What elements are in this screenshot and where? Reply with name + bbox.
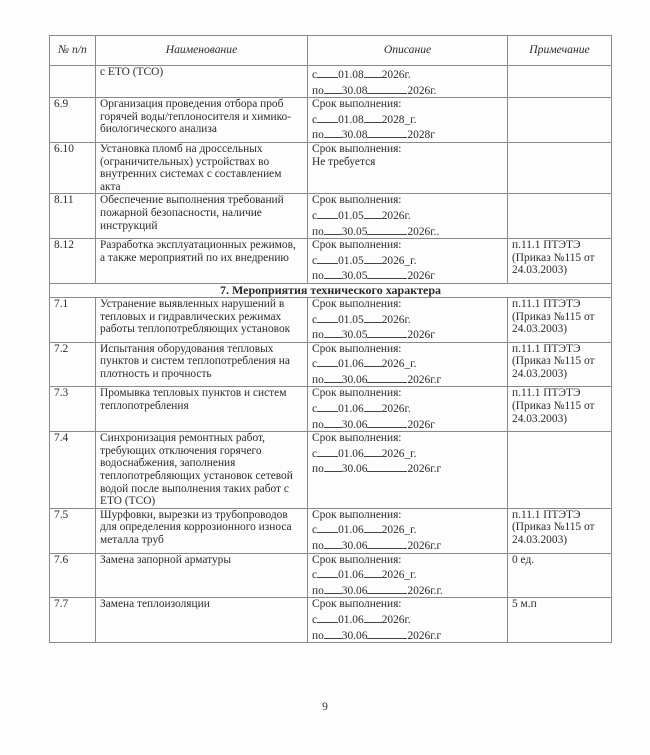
deadline-label: Срок выполнения:	[312, 598, 402, 611]
table-row	[50, 239, 612, 284]
from-year: 2026_г.	[381, 524, 417, 537]
row-description	[308, 598, 508, 643]
row-number: 6.10	[50, 142, 96, 193]
to-prefix: по	[312, 270, 324, 283]
row-note: 5 м.п	[508, 598, 612, 643]
row-name: Синхронизация ремонтных работ, требующих отключения горячего водоснабжения, заполнения теплопотребляющих установок сетевой водой после выполнения таких работ с ЕТО (ТСО)	[96, 432, 308, 509]
blank-line	[367, 126, 407, 138]
from-year: 2026_г.	[381, 447, 417, 460]
deadline-label: Срок выполнения:	[312, 194, 402, 207]
blank-line	[367, 537, 407, 549]
row-description	[308, 142, 508, 193]
blank-line	[317, 207, 338, 219]
row-description	[308, 553, 508, 598]
table-row	[50, 342, 612, 387]
blank-line	[317, 400, 338, 412]
blank-line	[367, 223, 407, 235]
row-description	[308, 387, 508, 432]
to-year: 2026г.г.	[407, 584, 443, 597]
from-date: 01.06	[338, 447, 364, 460]
header-note: Примечание	[508, 36, 612, 66]
from-prefix: с	[312, 403, 318, 416]
row-description	[308, 297, 508, 342]
from-prefix: с	[312, 313, 318, 326]
row-name: Промывка тепловых пунктов и систем теплопотребления	[96, 387, 308, 432]
deadline-to	[312, 82, 503, 98]
to-date: 30.06	[341, 418, 368, 431]
from-year: 2026г.	[381, 403, 411, 416]
row-name: Замена запорной арматуры	[96, 553, 308, 598]
deadline-label: Срок выполнения:	[312, 432, 402, 445]
to-prefix: по	[312, 373, 324, 386]
deadline-from	[312, 521, 503, 537]
blank-line	[367, 371, 407, 383]
row-name: Устранение выявленных нарушений в тепловых и гидравлических режимах работы теплопотребляющих установок	[96, 297, 308, 342]
measures-table	[49, 35, 612, 643]
row-number: 8.12	[50, 239, 96, 284]
from-prefix: с	[312, 569, 318, 582]
deadline-from	[312, 252, 503, 268]
deadline-from	[312, 566, 503, 582]
from-year: 2026г.	[381, 613, 411, 626]
row-number: 7.2	[50, 342, 96, 387]
to-year: 2026г..	[407, 225, 440, 238]
table-row	[50, 98, 612, 143]
from-year: 2026г.	[381, 69, 411, 81]
deadline-label: Срок выполнения:	[312, 297, 402, 310]
row-name: Испытания оборудования тепловых пунктов и систем теплопотребления на плотность и прочность	[96, 342, 308, 387]
deadline-text: Не требуется	[312, 155, 376, 168]
row-note	[508, 66, 612, 98]
table-header-row	[50, 36, 612, 66]
blank-line	[364, 252, 382, 264]
table-row	[50, 432, 612, 509]
to-prefix: по	[312, 225, 324, 238]
deadline-label: Срок выполнения:	[312, 239, 402, 252]
to-year: 2026г	[407, 329, 435, 342]
row-number: 7.5	[50, 508, 96, 553]
from-prefix: с	[312, 447, 318, 460]
blank-line	[317, 111, 338, 123]
to-year: 2026г.г	[407, 629, 442, 642]
to-date: 30.08	[341, 129, 368, 142]
deadline-label: Срок выполнения:	[312, 553, 402, 566]
blank-line	[364, 111, 382, 123]
to-year: 2026г.	[407, 84, 437, 97]
deadline-from	[312, 400, 503, 416]
from-prefix: с	[312, 613, 318, 626]
blank-line	[317, 521, 338, 533]
row-note	[508, 98, 612, 143]
deadline-to	[312, 627, 503, 643]
to-date: 30.05	[341, 270, 368, 283]
blank-line	[317, 566, 338, 578]
row-note: 0 ед.	[508, 553, 612, 598]
table-row	[50, 142, 612, 193]
deadline-to	[312, 416, 503, 432]
from-date: 01.06	[338, 569, 364, 582]
from-year: 2026_г.	[381, 569, 417, 582]
from-date: 01.08	[338, 69, 364, 81]
to-prefix: по	[312, 329, 324, 342]
section-title: 7. Мероприятия технического характера	[50, 283, 612, 297]
deadline-label: Срок выполнения:	[312, 508, 402, 521]
row-note: п.11.1 ПТЭТЭ (Приказ №115 от 24.03.2003)	[508, 508, 612, 553]
blank-line	[364, 521, 382, 533]
row-description	[308, 66, 508, 98]
blank-line	[324, 416, 342, 428]
to-year: 2028г	[407, 129, 435, 142]
row-description	[308, 98, 508, 143]
blank-line	[324, 537, 342, 549]
to-date: 30.05	[341, 329, 368, 342]
row-note: п.11.1 ПТЭТЭ (Приказ №115 от 24.03.2003)	[508, 342, 612, 387]
row-number	[50, 66, 96, 98]
section-row	[50, 283, 612, 297]
from-year: 2026_г.	[381, 254, 417, 267]
blank-line	[367, 627, 407, 639]
table-row	[50, 508, 612, 553]
to-date: 30.06	[341, 540, 368, 552]
row-description	[308, 194, 508, 239]
row-description	[308, 432, 508, 509]
row-note: п.11.1 ПТЭТЭ (Приказ №115 от 24.03.2003)	[508, 239, 612, 284]
from-date: 01.06	[338, 403, 364, 416]
from-prefix: с	[312, 209, 318, 222]
from-date: 01.06	[338, 358, 364, 371]
to-date: 30.05	[341, 225, 368, 238]
from-prefix: с	[312, 524, 318, 537]
deadline-label: Срок выполнения:	[312, 342, 402, 355]
to-prefix: по	[312, 84, 324, 97]
blank-line	[324, 627, 342, 639]
row-note: п.11.1 ПТЭТЭ (Приказ №115 от 24.03.2003)	[508, 297, 612, 342]
to-prefix: по	[312, 463, 324, 476]
row-description	[308, 342, 508, 387]
blank-line	[317, 252, 338, 264]
row-name: с ЕТО (ТСО)	[96, 66, 308, 98]
page-number: 9	[322, 701, 328, 713]
row-note	[508, 432, 612, 509]
deadline-to	[312, 223, 503, 239]
to-year: 2026г	[407, 418, 435, 431]
blank-line	[317, 355, 338, 367]
deadline-to	[312, 537, 503, 553]
blank-line	[317, 66, 338, 78]
to-prefix: по	[312, 629, 324, 642]
to-year: 2026г.г	[407, 540, 442, 552]
row-note: п.11.1 ПТЭТЭ (Приказ №115 от 24.03.2003)	[508, 387, 612, 432]
header-name: Наименование	[96, 36, 308, 66]
from-date: 01.05	[338, 209, 364, 222]
to-prefix: по	[312, 584, 324, 597]
blank-line	[324, 460, 342, 472]
row-number: 7.3	[50, 387, 96, 432]
blank-line	[364, 445, 382, 457]
blank-line	[364, 611, 382, 623]
table-row	[50, 297, 612, 342]
row-name: Установка пломб на дроссельных (ограничительных) устройствах во внутренних системах с составлением акта	[96, 142, 308, 193]
blank-line	[324, 223, 342, 235]
header-description: Описание	[308, 36, 508, 66]
row-note	[508, 194, 612, 239]
from-date: 01.08	[338, 113, 364, 126]
blank-line	[367, 582, 407, 594]
deadline-to	[312, 267, 503, 283]
row-name: Шурфовки, вырезки из трубопроводов для определения коррозионного износа металла труб	[96, 508, 308, 553]
blank-line	[364, 566, 382, 578]
row-note	[508, 142, 612, 193]
from-prefix: с	[312, 254, 318, 267]
deadline-from	[312, 355, 503, 371]
blank-line	[364, 400, 382, 412]
row-number: 8.11	[50, 194, 96, 239]
row-number: 7.6	[50, 553, 96, 598]
deadline-from	[312, 207, 503, 223]
to-date: 30.06	[341, 463, 368, 476]
deadline-from	[312, 111, 503, 127]
to-prefix: по	[312, 418, 324, 431]
row-name: Разработка эксплуатационных режимов, а также мероприятий по их внедрению	[96, 239, 308, 284]
from-prefix: с	[312, 358, 318, 371]
from-year: 2026_г.	[381, 358, 417, 371]
to-year: 2026г.г	[407, 373, 442, 386]
deadline-from	[312, 66, 503, 82]
table-row	[50, 194, 612, 239]
blank-line	[367, 267, 407, 279]
deadline-from	[312, 611, 503, 627]
table-row	[50, 387, 612, 432]
blank-line	[367, 460, 407, 472]
to-prefix: по	[312, 540, 324, 552]
row-name: Замена теплоизоляции	[96, 598, 308, 643]
blank-line	[364, 207, 382, 219]
blank-line	[367, 416, 407, 428]
blank-line	[324, 82, 342, 94]
deadline-to	[312, 326, 503, 342]
blank-line	[367, 82, 407, 94]
row-description	[308, 508, 508, 553]
blank-line	[317, 311, 338, 323]
row-description	[308, 239, 508, 284]
from-prefix: с	[312, 113, 318, 126]
row-number: 6.9	[50, 98, 96, 143]
blank-line	[367, 326, 407, 338]
blank-line	[324, 371, 342, 383]
deadline-label: Срок выполнения:	[312, 98, 402, 111]
header-number: № п/п	[50, 36, 96, 66]
table-row	[50, 66, 612, 98]
blank-line	[364, 355, 382, 367]
blank-line	[324, 582, 342, 594]
to-date: 30.06	[341, 373, 368, 386]
deadline-from	[312, 445, 503, 461]
row-number: 7.1	[50, 297, 96, 342]
blank-line	[317, 611, 338, 623]
row-number: 7.7	[50, 598, 96, 643]
deadline-to	[312, 371, 503, 387]
from-date: 01.05	[338, 254, 364, 267]
to-year: 2026г.г	[407, 463, 442, 476]
deadline-to	[312, 126, 503, 142]
deadline-from	[312, 311, 503, 327]
to-date: 30.06	[341, 584, 368, 597]
from-year: 2026г.	[381, 209, 411, 222]
row-name: Организация проведения отбора проб горячей воды/теплоносителя и химико-биологического анализа	[96, 98, 308, 143]
row-number: 7.4	[50, 432, 96, 509]
from-date: 01.05	[338, 313, 364, 326]
deadline-to	[312, 582, 503, 598]
blank-line	[317, 445, 338, 457]
blank-line	[324, 267, 342, 279]
deadline-label: Срок выполнения:	[312, 387, 402, 400]
row-name: Обеспечение выполнения требований пожарной безопасности, наличие инструкций	[96, 194, 308, 239]
table-row	[50, 553, 612, 598]
to-date: 30.06	[341, 629, 368, 642]
table-row	[50, 598, 612, 643]
blank-line	[324, 326, 342, 338]
from-year: 2028_г.	[381, 113, 417, 126]
blank-line	[324, 126, 342, 138]
deadline-to	[312, 460, 503, 476]
to-date: 30.08	[341, 84, 368, 97]
deadline-label: Срок выполнения:	[312, 142, 402, 155]
from-year: 2026г.	[381, 313, 411, 326]
to-year: 2026г	[407, 270, 435, 283]
blank-line	[364, 311, 382, 323]
from-date: 01.06	[338, 613, 364, 626]
from-prefix: с	[312, 69, 318, 81]
to-prefix: по	[312, 129, 324, 142]
blank-line	[364, 66, 382, 78]
from-date: 01.06	[338, 524, 364, 537]
